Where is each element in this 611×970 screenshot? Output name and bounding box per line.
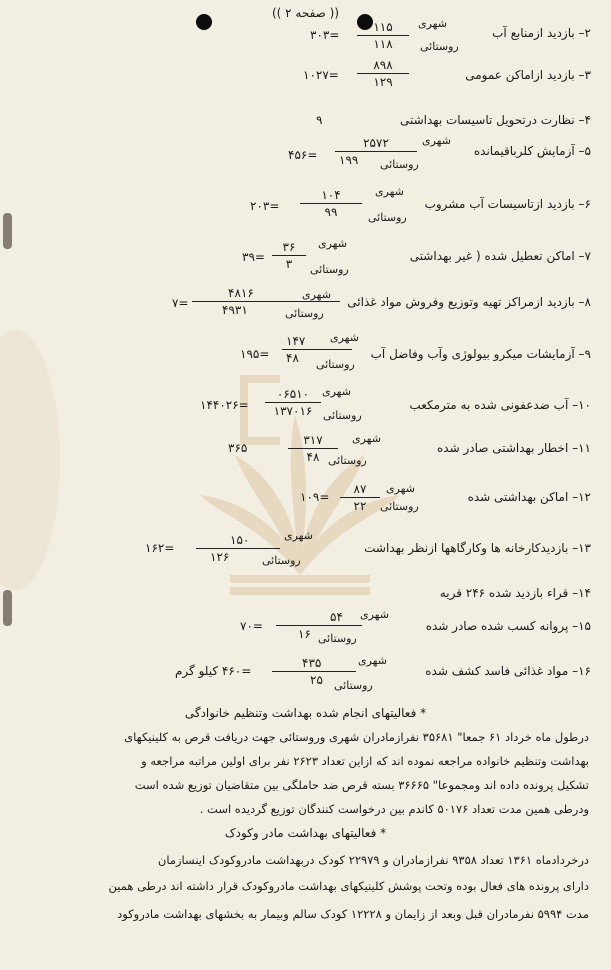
item-result: =۱۹۵ — [240, 347, 270, 361]
item-result: =۴۶۰ کیلو گرم — [175, 664, 252, 678]
fraction-denominator: ۴۸ — [286, 351, 299, 365]
fraction-numerator: ۳۱۷ — [288, 433, 338, 449]
fraction — [276, 610, 362, 641]
fraction-numerator: ۸۷ — [340, 482, 380, 498]
fraction-numerator: ۱۴۷ — [282, 334, 352, 350]
den-label: روستائی — [316, 358, 355, 371]
item-result: =۴۵۶ — [288, 148, 318, 162]
num-label: شهری — [322, 385, 351, 398]
fraction-denominator: ۹۹ — [324, 205, 338, 219]
den-label: روستائی — [262, 554, 301, 567]
den-label: روستائی — [285, 307, 324, 320]
item-label: ۳– بازدید ازاماکن عمومی — [465, 68, 591, 82]
fraction — [282, 334, 352, 365]
den-label: روستائی — [323, 409, 362, 422]
num-label: شهری — [284, 529, 313, 542]
fraction-denominator: ۱۶ — [298, 627, 311, 641]
fraction-denominator: ۲۲ — [353, 499, 367, 513]
binder-mark — [3, 213, 12, 249]
num-label: شهری — [418, 17, 447, 30]
num-label: شهری — [360, 608, 389, 621]
item-result: =۱۰۹ — [300, 490, 330, 504]
fraction — [357, 58, 409, 89]
fraction-denominator: ۲۵ — [310, 673, 323, 687]
fraction-numerator: ۰۶۵۱۰ — [265, 387, 321, 403]
item-value: ۹ — [316, 113, 323, 127]
item-label: ۷– اماکن تعطیل شده ( غیر بهداشتی — [409, 249, 591, 263]
num-label: شهری — [330, 331, 359, 344]
item-result: =۷۰ — [240, 619, 263, 633]
section-title: * فعالیتهای انجام شده بهداشت وتنظیم خانوادگی — [184, 706, 427, 720]
fraction-numerator: ۴۳۵ — [272, 656, 356, 672]
item-label: ۱۳– بازدیدکارخانه ها وکارگاهها ازنظر بهداشت — [364, 541, 591, 555]
paragraph-line: درخردادماه ۱۳۶۱ تعداد ۹۳۵۸ نفرازمادران و ۲۲۹۷۹ کودک دربهداشت مادروکودک اینسازمان — [157, 853, 589, 867]
fraction — [357, 20, 409, 51]
item-label: ۵– آزمایش کلرباقیمانده — [473, 144, 591, 158]
paragraph-line: بهداشت وتنظیم خانواده مراجعه نموده اند که ازاین تعداد ۲۶۲۳ نفر برای اولین مراتبه مراجعه و — [141, 754, 589, 768]
fraction — [192, 286, 340, 317]
fraction-numerator: ۲۵۷۲ — [335, 136, 417, 152]
page-number-header: (( صفحه ۲ )) — [271, 6, 340, 20]
fraction-numerator: ۱۰۴ — [300, 188, 362, 204]
item-result: =۲۰۳ — [250, 199, 280, 213]
binder-mark — [3, 590, 12, 626]
fraction-numerator: ۱۱۵ — [357, 20, 409, 36]
fraction — [196, 533, 280, 564]
item-label: ۸– بازدید ازمراکز تهیه وتوزیع وفروش مواد غذائی — [347, 295, 591, 309]
item-label: ۱۱– اخطار بهداشتی صادر شده — [436, 441, 591, 455]
item-label: ۱۵– پروانه کسب شده صادر شده — [425, 619, 591, 633]
paragraph-line: تشکیل پرونده داده اند ومجموعا" ۳۶۶۶۵ بسته قرص ضد حاملگی بین متقاضیان توزیع شده است — [134, 778, 589, 792]
den-label: روستائی — [420, 40, 459, 53]
den-label: روستائی — [318, 632, 357, 645]
den-label: روستائی — [368, 211, 407, 224]
fraction — [288, 433, 338, 464]
fraction-numerator: ۵۴ — [276, 610, 362, 626]
item-result: =۳۰۳ — [310, 28, 340, 42]
num-label: شهری — [358, 654, 387, 667]
fraction-denominator: ۱۱۸ — [373, 37, 393, 51]
num-label: شهری — [422, 134, 451, 147]
fraction-denominator: ۱۲۶ — [210, 550, 230, 564]
item-label: ۹– آزمایشات میکرو بیولوژی وآب وفاضل آب — [370, 347, 591, 361]
fraction-denominator: ۱۳۷۰۱۶ — [273, 404, 313, 418]
num-label: شهری — [386, 482, 415, 495]
num-label: شهری — [352, 432, 381, 445]
paragraph-line: دارای پرونده های فعال بوده وتحت پوشش کلینیکهای بهداشت مادروکودک قرار داشته اند درطی همین — [108, 879, 589, 893]
fraction-numerator: ۱۵۰ — [196, 533, 280, 549]
fraction — [340, 482, 380, 513]
paragraph-line: ودرطی همین مدت تعداد ۵۰۱۷۶ کاندم بین درخواست کنندگان توزیع گردیده است . — [199, 802, 589, 816]
fraction-denominator: ۴۸ — [306, 450, 320, 464]
paragraph-line: درطول ماه خرداد ۶۱ جمعا" ۳۵۶۸۱ نفرازمادران شهری وروستائی جهت دریافت قرص به کلینیکهای — [124, 730, 589, 744]
item-label: ۱۴– قراء بازدید شده ۲۴۶ قریه — [439, 586, 591, 600]
den-label: روستائی — [380, 500, 419, 513]
num-label: شهری — [302, 288, 331, 301]
num-label: شهری — [318, 237, 347, 250]
fraction-denominator: ۴۹۳۱ — [222, 303, 248, 317]
paragraph-line: مدت ۵۹۹۴ نفرمادران قبل وبعد از زایمان و ۱۲۲۲۸ کودک سالم وبیمار به بخشهای بهداشت مادروکود — [117, 907, 589, 921]
num-label: شهری — [375, 185, 404, 198]
item-label: ۶– بازدید ازتاسیسات آب مشروب — [424, 197, 591, 211]
paper-stain — [0, 330, 60, 590]
den-label: روستائی — [334, 679, 373, 692]
fraction-numerator: ۴۸۱۶ — [192, 286, 340, 302]
item-result: =۳۹ — [242, 250, 265, 264]
item-result: ۳۶۵ — [228, 441, 248, 455]
item-label: ۴– نظارت درتحویل تاسیسات بهداشتی — [399, 113, 591, 127]
fraction-numerator: ۳۶ — [272, 240, 306, 256]
item-label: ۱۰– آب ضدعفونی شده به مترمکعب — [409, 398, 591, 412]
fraction — [272, 656, 356, 687]
fraction — [272, 240, 306, 271]
item-result: =۱۰۲۷ — [303, 68, 339, 82]
item-result: =۱۴۴۰۲۶ — [200, 398, 249, 412]
den-label: روستائی — [328, 454, 367, 467]
fraction-denominator: ۳ — [285, 257, 293, 271]
den-label: روستائی — [380, 158, 419, 171]
item-label: ۲– بازدید ازمنابع آب — [492, 26, 591, 40]
fraction — [300, 188, 362, 219]
section-title: * فعالیتهای بهداشت مادر وکودک — [224, 826, 387, 840]
item-label: ۱۶– مواد غذائی فاسد کشف شده — [425, 664, 591, 678]
fraction-denominator: ۱۲۹ — [373, 75, 393, 89]
fraction-denominator: ۱۹۹ — [339, 153, 359, 167]
item-result: =۱۶۲ — [145, 541, 175, 555]
fraction — [265, 387, 321, 418]
fraction-numerator: ۸۹۸ — [357, 58, 409, 74]
den-label: روستائی — [310, 263, 349, 276]
item-label: ۱۲– اماکن بهداشتی شده — [467, 490, 591, 504]
fraction — [335, 136, 417, 167]
item-result: =۷ — [172, 296, 189, 310]
